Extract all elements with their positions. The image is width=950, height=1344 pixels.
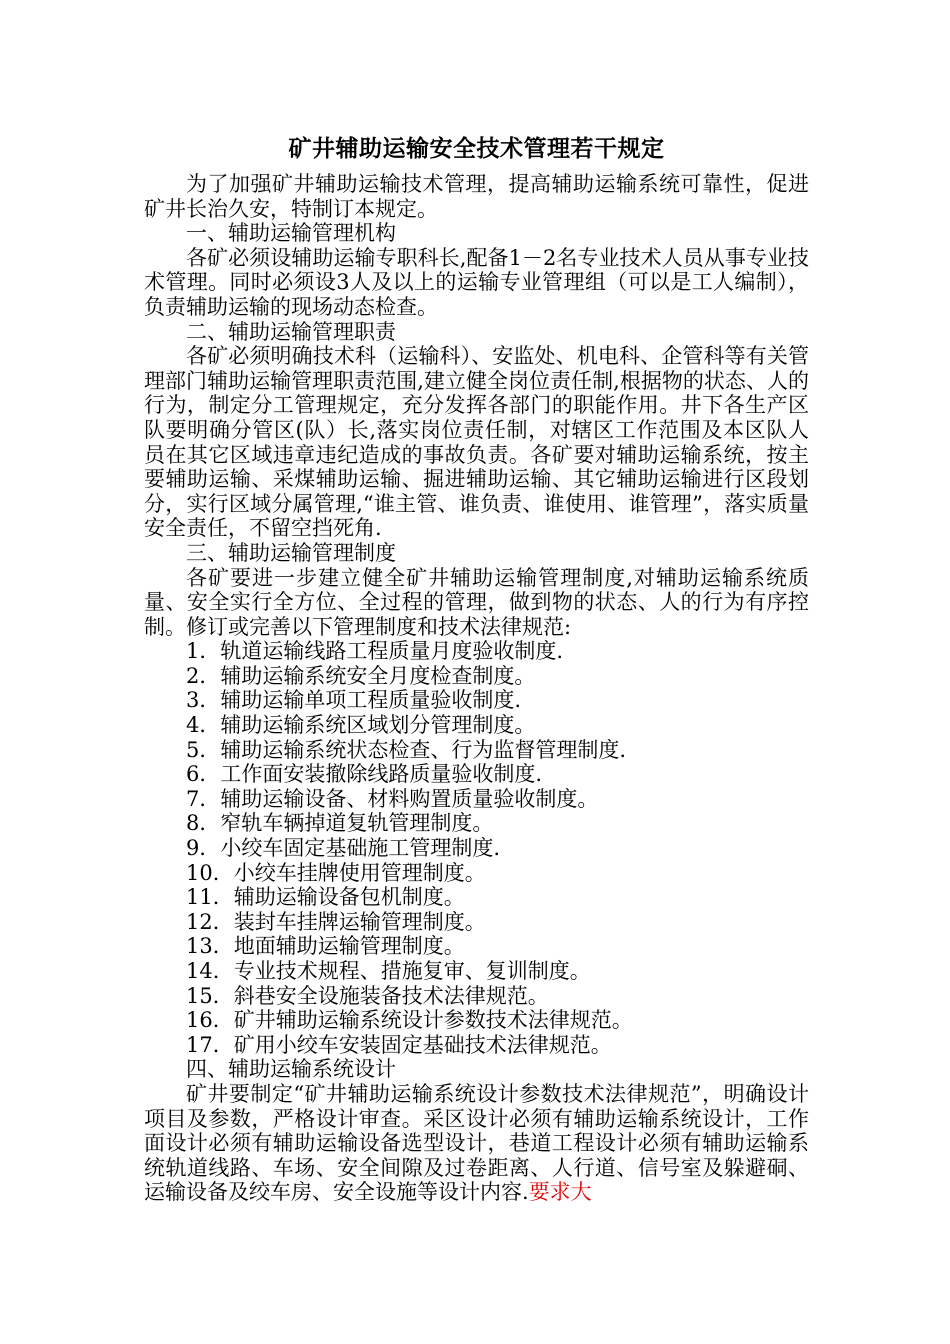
document-page (144, 128, 809, 1205)
section-3-heading: 三、辅助运输管理制度 (186, 540, 396, 565)
regulation-list (144, 639, 809, 1057)
section-4-body (144, 1082, 809, 1205)
list-item: 4．辅助运输系统区域划分管理制度。 (186, 713, 536, 738)
list-item: 7．辅助运输设备、材料购置质量验收制度。 (186, 786, 599, 811)
section-1-body: 各矿必须设辅助运输专职科长,配备1－2名专业技术人员从事专业技术管理。同时必须设3人及以上的运输专业管理组（可以是工人编制），负责辅助运输的现场动态检查。 (144, 245, 809, 319)
list-item: 16．矿井辅助运输系统设计参数技术法律规范。 (186, 1008, 633, 1033)
section-4-body-text: 矿井要制定“矿井辅助运输系统设计参数技术法律规范”，明确设计项目及参数，严格设计审查。采区设计必须有辅助运输系统设计，工作面设计必须有辅助运输设备选型设计，巷道工程设计必须有辅助运输系统轨道线路、车场、安全间隙及过卷距离、人行道、信号室及躲避硐、运输设备及绞车房、安全设施等设计内容. (144, 1081, 809, 1205)
section-3-body: 各矿要进一步建立健全矿井辅助运输管理制度,对辅助运输系统质量、安全实行全方位、全过程的管理，做到物的状态、人的行为有序控制。修订或完善以下管理制度和技术法律规范: (144, 565, 809, 639)
list-item: 9．小绞车固定基础施工管理制度. (186, 836, 501, 861)
section-2-body: 各矿必须明确技术科（运输科）、安监处、机电科、企管科等有关管理部门辅助运输管理职责范围,建立健全岗位责任制,根据物的状态、人的行为，制定分工管理规定，充分发挥各部门的职能作用。井下各生产区队要明确分管区(队）长,落实岗位责任制，对辖区工作范围及本区队人员在其它区域违章违纪造成的事故负责。各矿要对辅助运输系统，按主要辅助运输、采煤辅助运输、掘进辅助运输、其它辅助运输进行区段划分，实行区域分属管理,“谁主管、谁负责、谁使用、谁管理”，落实质量安全责任，不留空挡死角. (144, 344, 809, 541)
list-item: 3．辅助运输单项工程质量验收制度. (186, 688, 522, 713)
intro-paragraph: 为了加强矿井辅助运输技术管理，提高辅助运输系统可靠性，促进矿井长治久安，特制订本规定。 (144, 172, 809, 221)
list-item: 10．小绞车挂牌使用管理制度。 (186, 860, 486, 885)
section-2-heading: 二、辅助运输管理职责 (186, 319, 396, 344)
list-item: 12．装封车挂牌运输管理制度。 (186, 909, 486, 934)
list-item: 6．工作面安装撤除线路质量验收制度. (186, 762, 543, 787)
list-item: 8．窄轨车辆掉道复轨管理制度。 (186, 811, 494, 836)
list-item: 2．辅助运输系统安全月度检查制度。 (186, 663, 536, 688)
list-item: 17．矿用小绞车安装固定基础技术法律规范。 (186, 1032, 612, 1057)
section-4-highlighted-text: 要求大 (528, 1180, 592, 1205)
list-item: 1．轨道运输线路工程质量月度验收制度. (186, 639, 564, 664)
document-title: 矿井辅助运输安全技术管理若干规定 (288, 136, 665, 162)
list-item: 11．辅助运输设备包机制度。 (186, 885, 465, 910)
list-item: 13．地面辅助运输管理制度。 (186, 934, 465, 959)
list-item: 14．专业技术规程、措施复审、复训制度。 (186, 959, 591, 983)
list-item: 15．斜巷安全设施装备技术法律规范。 (186, 983, 549, 1008)
list-item: 5．辅助运输系统状态检查、行为监督管理制度. (186, 737, 627, 762)
section-4-heading: 四、辅助运输系统设计 (186, 1057, 396, 1082)
section-1-heading: 一、辅助运输管理机构 (186, 221, 396, 246)
